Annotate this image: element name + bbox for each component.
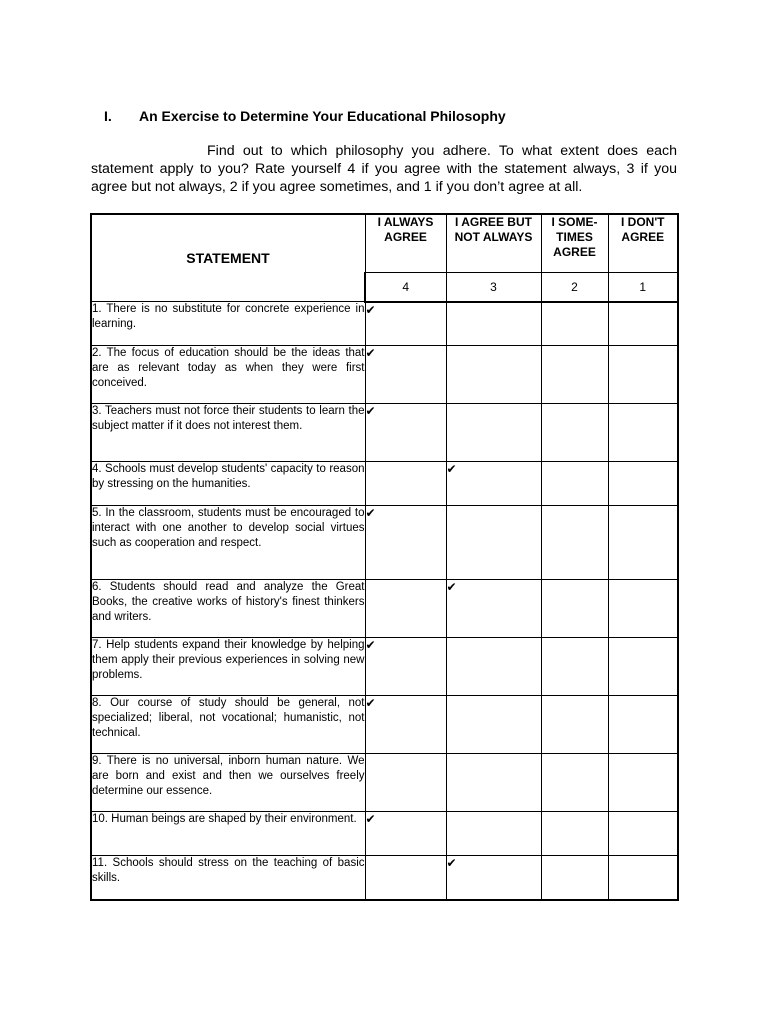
rating-cell-2[interactable] <box>541 404 608 462</box>
rating-cell-3[interactable] <box>446 506 541 580</box>
statement-text: 1. There is no substitute for concrete experience in learning. <box>91 302 365 346</box>
rating-cell-3[interactable] <box>446 404 541 462</box>
column-header-always: I ALWAYS AGREE <box>365 214 446 272</box>
check-mark-icon: ✔ <box>446 462 457 476</box>
rating-cell-4[interactable] <box>365 302 446 346</box>
score-4: 4 <box>365 272 446 302</box>
rating-cell-2[interactable] <box>541 346 608 404</box>
rating-cell-2[interactable] <box>541 696 608 754</box>
rating-cell-2[interactable] <box>541 302 608 346</box>
rating-cell-4[interactable] <box>365 638 446 696</box>
statement-text: 4. Schools must develop students' capacity to reason by stressing on the humanities. <box>91 462 365 506</box>
rating-cell-1[interactable] <box>608 580 678 638</box>
table-row <box>91 462 678 506</box>
rating-cell-3[interactable] <box>446 812 541 856</box>
statement-text: 3. Teachers must not force their students to learn the subject matter if it does not interest them. <box>91 404 365 462</box>
table-row <box>91 638 678 696</box>
table-row <box>91 346 678 404</box>
rating-cell-2[interactable] <box>541 506 608 580</box>
check-mark-icon: ✔ <box>365 638 376 652</box>
statement-rows <box>91 302 678 900</box>
rating-cell-2[interactable] <box>541 812 608 856</box>
rating-cell-1[interactable] <box>608 638 678 696</box>
rating-cell-1[interactable] <box>608 856 678 900</box>
rating-cell-4[interactable] <box>365 812 446 856</box>
section-heading <box>104 108 506 124</box>
rating-cell-3[interactable] <box>446 638 541 696</box>
table-row <box>91 856 678 900</box>
rating-cell-3[interactable] <box>446 696 541 754</box>
statement-text: 5. In the classroom, students must be encouraged to interact with one another to develop social virtues such as cooperation and respect. <box>91 506 365 580</box>
rating-cell-3[interactable] <box>446 462 541 506</box>
rating-cell-1[interactable] <box>608 696 678 754</box>
statement-text: 6. Students should read and analyze the Great Books, the creative works of history's finest thinkers and writers. <box>91 580 365 638</box>
section-number: I. <box>104 108 112 124</box>
rating-cell-1[interactable] <box>608 404 678 462</box>
table-row <box>91 754 678 812</box>
rating-cell-2[interactable] <box>541 462 608 506</box>
rating-cell-3[interactable] <box>446 856 541 900</box>
table-row <box>91 812 678 856</box>
rating-cell-4[interactable] <box>365 404 446 462</box>
rating-cell-1[interactable] <box>608 506 678 580</box>
check-mark-icon: ✔ <box>365 506 376 520</box>
rating-cell-1[interactable] <box>608 302 678 346</box>
rating-cell-2[interactable] <box>541 754 608 812</box>
statement-header: STATEMENT <box>91 214 365 302</box>
rating-cell-3[interactable] <box>446 580 541 638</box>
rating-cell-1[interactable] <box>608 346 678 404</box>
rating-cell-4[interactable] <box>365 696 446 754</box>
check-mark-icon: ✔ <box>365 302 376 317</box>
rating-cell-2[interactable] <box>541 638 608 696</box>
table-row <box>91 506 678 580</box>
check-mark-icon: ✔ <box>365 404 376 418</box>
score-1: 1 <box>608 272 678 302</box>
column-header-not-always: I AGREE BUT NOT ALWAYS <box>446 214 541 272</box>
table-row <box>91 302 678 346</box>
rating-cell-2[interactable] <box>541 580 608 638</box>
rating-cell-2[interactable] <box>541 856 608 900</box>
statement-text: 7. Help students expand their knowledge by helping them apply their previous experiences in solving new problems. <box>91 638 365 696</box>
rating-cell-1[interactable] <box>608 462 678 506</box>
rating-cell-1[interactable] <box>608 812 678 856</box>
rating-cell-4[interactable] <box>365 754 446 812</box>
rating-cell-4[interactable] <box>365 856 446 900</box>
check-mark-icon: ✔ <box>446 856 457 870</box>
statement-text: 10. Human beings are shaped by their environment. <box>91 812 365 856</box>
check-mark-icon: ✔ <box>446 580 457 594</box>
column-header-sometimes: I SOME-TIMES AGREE <box>541 214 608 272</box>
check-mark-icon: ✔ <box>365 696 376 710</box>
rating-cell-4[interactable] <box>365 506 446 580</box>
table-row <box>91 696 678 754</box>
rating-table <box>90 213 679 901</box>
statement-text: 9. There is no universal, inborn human nature. We are born and exist and then we ourselves freely determine our essence. <box>91 754 365 812</box>
section-title: An Exercise to Determine Your Educational Philosophy <box>139 108 506 124</box>
statement-text: 11. Schools should stress on the teaching of basic skills. <box>91 856 365 900</box>
rating-cell-4[interactable] <box>365 580 446 638</box>
rating-cell-3[interactable] <box>446 302 541 346</box>
column-header-dont-agree: I DON'T AGREE <box>608 214 678 272</box>
rating-cell-4[interactable] <box>365 462 446 506</box>
rating-cell-1[interactable] <box>608 754 678 812</box>
rating-cell-4[interactable] <box>365 346 446 404</box>
table-row <box>91 580 678 638</box>
check-mark-icon: ✔ <box>365 812 376 826</box>
check-mark-icon: ✔ <box>365 346 376 360</box>
statement-text: 2. The focus of education should be the ideas that are as relevant today as when they were first conceived. <box>91 346 365 404</box>
score-2: 2 <box>541 272 608 302</box>
statement-text: 8. Our course of study should be general, not specialized; liberal, not vocational; humanistic, not technical. <box>91 696 365 754</box>
rating-cell-3[interactable] <box>446 346 541 404</box>
score-3: 3 <box>446 272 541 302</box>
table-row <box>91 404 678 462</box>
instructions-paragraph: Find out to which philosophy you adhere. To what extent does each statement apply to you? Rate yourself 4 if you agree with the statement always, 3 if you agree but not always, 2 if you agree sometimes, and 1 if you don’t agree at all. <box>91 143 677 195</box>
rating-cell-3[interactable] <box>446 754 541 812</box>
